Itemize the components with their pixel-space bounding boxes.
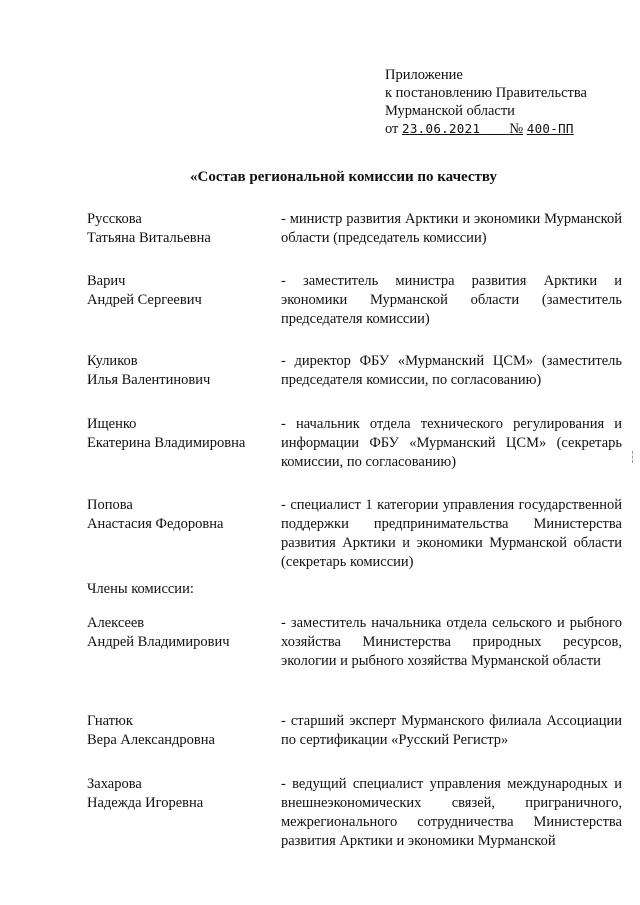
person-name <box>87 415 272 453</box>
person-given-name: Илья Валентинович <box>87 372 211 388</box>
person-surname: Куликов <box>87 353 138 369</box>
member-role: - старший эксперт Мурманского филиала Ассоциации по сертификации «Русский Регистр» <box>281 713 622 748</box>
member-given-name: Вера Александровна <box>87 732 215 748</box>
annex-reference <box>385 120 587 138</box>
member-surname: Захарова <box>87 776 142 792</box>
annex-line-3: Мурманской области <box>385 103 515 119</box>
annex-line-2: к постановлению Правительства <box>385 85 587 101</box>
date-underline-gap <box>480 121 509 137</box>
annex-header <box>385 66 587 138</box>
document-title: «Состав региональной комиссии по качеству <box>190 169 497 185</box>
resolution-number: 400-ПП <box>526 121 574 136</box>
person-role: - заместитель министра развития Арктики и экономики Мурманской области (заместитель председателя комиссии) <box>281 273 622 327</box>
date-prefix: от <box>385 121 399 137</box>
number-prefix: № <box>509 121 524 137</box>
member-given-name: Надежда Игоревна <box>87 795 204 811</box>
annex-line-1: Приложение <box>385 67 463 83</box>
person-role: - министр развития Арктики и экономики Мурманской области (председатель комиссии) <box>281 211 622 246</box>
person-given-name: Андрей Сергеевич <box>87 292 202 308</box>
member-role: - заместитель начальника отдела сельского и рыбного хозяйства Министерства природных ресурсов, экологии и рыбного хозяйства Мурманской области <box>281 615 622 669</box>
person-name <box>87 352 272 390</box>
scan-margin-mark <box>632 451 635 463</box>
person-surname: Ищенко <box>87 416 137 432</box>
member-name <box>87 614 272 652</box>
member-role: - ведущий специалист управления международных и внешнеэкономических связей, приграничного, межрегионального сотрудничества Министерства развития Арктики и экономики Мурманской <box>281 776 622 849</box>
person-surname: Попова <box>87 497 133 513</box>
person-given-name: Татьяна Витальевна <box>87 230 211 246</box>
member-name <box>87 775 272 813</box>
person-role: - специалист 1 категории управления государственной поддержки предпринимательства Министерства развития Арктики и экономики Мурманской области (секретарь комиссии) <box>281 497 622 570</box>
person-name <box>87 272 272 310</box>
person-name <box>87 496 272 534</box>
person-role: - директор ФБУ «Мурманский ЦСМ» (заместитель председателя комиссии, по согласованию) <box>281 353 622 388</box>
person-surname: Русскова <box>87 211 142 227</box>
member-surname: Алексеев <box>87 615 145 631</box>
person-surname: Варич <box>87 273 126 289</box>
person-name <box>87 210 272 248</box>
resolution-date: 23.06.2021 <box>402 121 481 136</box>
person-role: - начальник отдела технического регулирования и информации ФБУ «Мурманский ЦСМ» (секретарь комиссии, по согласованию) <box>281 416 622 470</box>
person-given-name: Анастасия Федоровна <box>87 516 224 532</box>
person-given-name: Екатерина Владимировна <box>87 435 246 451</box>
member-name <box>87 712 272 750</box>
member-given-name: Андрей Владимирович <box>87 634 230 650</box>
member-surname: Гнатюк <box>87 713 133 729</box>
members-label: Члены комиссии: <box>87 581 194 597</box>
